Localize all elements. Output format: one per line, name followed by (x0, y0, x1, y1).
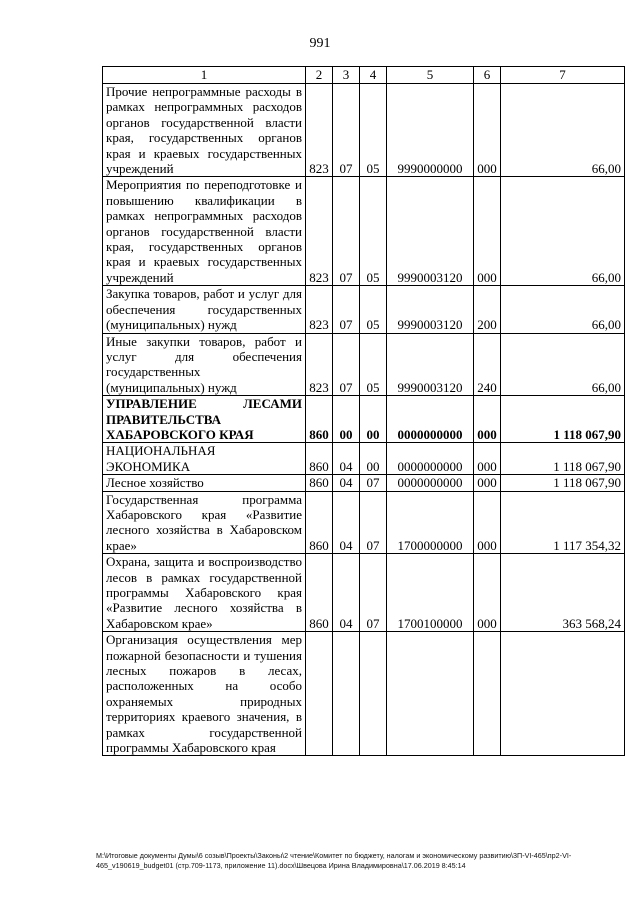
cell-target-article: 0000000000 (387, 396, 474, 443)
cell-expense-type: 000 (474, 177, 501, 286)
cell-admin-code: 823 (306, 84, 333, 177)
cell-amount (501, 632, 625, 756)
cell-subsection: 07 (360, 491, 387, 554)
cell-subsection: 05 (360, 286, 387, 333)
cell-expense-type: 000 (474, 84, 501, 177)
row-name: Прочие непрограммные расходы в рамках непрограммных расходов органов государственной власти края, государственных органов края и краевых государственных учреждений (103, 84, 306, 177)
column-header: 7 (501, 67, 625, 84)
table-row (103, 396, 625, 443)
cell-expense-type: 000 (474, 491, 501, 554)
table-row (103, 84, 625, 177)
table-row (103, 443, 625, 475)
row-name: Лесное хозяйство (103, 475, 306, 491)
cell-subsection: 07 (360, 554, 387, 632)
cell-target-article: 1700100000 (387, 554, 474, 632)
cell-admin-code: 823 (306, 177, 333, 286)
cell-subsection: 05 (360, 333, 387, 396)
cell-expense-type: 000 (474, 396, 501, 443)
cell-expense-type (474, 632, 501, 756)
column-header: 1 (103, 67, 306, 84)
cell-section: 00 (333, 396, 360, 443)
cell-amount: 1 118 067,90 (501, 396, 625, 443)
cell-target-article: 9990000000 (387, 84, 474, 177)
cell-amount: 1 118 067,90 (501, 443, 625, 475)
cell-admin-code: 860 (306, 554, 333, 632)
cell-amount: 66,00 (501, 333, 625, 396)
cell-target-article: 0000000000 (387, 475, 474, 491)
cell-expense-type: 240 (474, 333, 501, 396)
column-header: 6 (474, 67, 501, 84)
cell-target-article: 9990003120 (387, 286, 474, 333)
cell-expense-type: 200 (474, 286, 501, 333)
cell-subsection: 00 (360, 443, 387, 475)
row-name: Мероприятия по переподготовке и повышению квалификации в рамках непрограммных расходов органов государственной власти края, государственных органов края и краевых государственных учреждений (103, 177, 306, 286)
cell-section: 07 (333, 286, 360, 333)
row-name: Организация осуществления мер пожарной безопасности и тушения лесных пожаров в лесах, расположенных на особо охраняемых природных территориях краевого значения, в рамках государственной программы Хабаровского края (103, 632, 306, 756)
cell-subsection: 00 (360, 396, 387, 443)
cell-section: 07 (333, 177, 360, 286)
column-header: 3 (333, 67, 360, 84)
cell-subsection: 05 (360, 177, 387, 286)
cell-section: 04 (333, 443, 360, 475)
table-row (103, 491, 625, 554)
document-footer-path: М:\Итоговые документы Думы\6 созыв\Проекты\Законы\2 чтение\Комитет по бюджету, налогам и экономическому развитию\3П-VI-465\пр2-VI-465_v190619_budget01 (стр.709-1173, приложение 11).docx\Швецова Ирина Владимировна\17.06.2019 8:45:14 (96, 851, 572, 870)
row-name: Охрана, защита и воспроизводство лесов в рамках государственной программы Хабаровского края «Развитие лесного хозяйства в Хабаровском крае» (103, 554, 306, 632)
cell-subsection: 07 (360, 475, 387, 491)
cell-expense-type: 000 (474, 554, 501, 632)
cell-admin-code (306, 632, 333, 756)
row-name: Закупка товаров, работ и услуг для обеспечения государственных (муниципальных) нужд (103, 286, 306, 333)
row-name: УПРАВЛЕНИЕ ЛЕСАМИ ПРАВИТЕЛЬСТВА ХАБАРОВСКОГО КРАЯ (103, 396, 306, 443)
cell-section: 04 (333, 491, 360, 554)
cell-subsection: 05 (360, 84, 387, 177)
page-number: 991 (309, 36, 331, 51)
table-row (103, 286, 625, 333)
row-name: Государственная программа Хабаровского края «Развитие лесного хозяйства в Хабаровском крае» (103, 491, 306, 554)
cell-admin-code: 860 (306, 491, 333, 554)
cell-section: 04 (333, 554, 360, 632)
cell-section: 04 (333, 475, 360, 491)
cell-target-article: 0000000000 (387, 443, 474, 475)
cell-admin-code: 860 (306, 443, 333, 475)
table-row (103, 554, 625, 632)
table-header-row (103, 67, 625, 84)
cell-section: 07 (333, 333, 360, 396)
cell-section: 07 (333, 84, 360, 177)
cell-amount: 66,00 (501, 84, 625, 177)
cell-admin-code: 860 (306, 475, 333, 491)
cell-admin-code: 823 (306, 333, 333, 396)
table-row (103, 177, 625, 286)
budget-table (102, 66, 625, 756)
cell-amount: 363 568,24 (501, 554, 625, 632)
cell-target-article: 1700000000 (387, 491, 474, 554)
table-row (103, 475, 625, 491)
cell-admin-code: 860 (306, 396, 333, 443)
column-header: 4 (360, 67, 387, 84)
cell-target-article: 9990003120 (387, 333, 474, 396)
table-row (103, 632, 625, 756)
cell-expense-type: 000 (474, 475, 501, 491)
cell-expense-type: 000 (474, 443, 501, 475)
cell-amount: 66,00 (501, 286, 625, 333)
cell-section (333, 632, 360, 756)
column-header: 5 (387, 67, 474, 84)
cell-amount: 1 117 354,32 (501, 491, 625, 554)
table-row (103, 333, 625, 396)
cell-target-article: 9990003120 (387, 177, 474, 286)
cell-amount: 1 118 067,90 (501, 475, 625, 491)
cell-target-article (387, 632, 474, 756)
cell-amount: 66,00 (501, 177, 625, 286)
cell-admin-code: 823 (306, 286, 333, 333)
column-header: 2 (306, 67, 333, 84)
row-name: Иные закупки товаров, работ и услуг для обеспечения государственных (муниципальных) нужд (103, 333, 306, 396)
row-name: НАЦИОНАЛЬНАЯ ЭКОНОМИКА (103, 443, 306, 475)
cell-subsection (360, 632, 387, 756)
